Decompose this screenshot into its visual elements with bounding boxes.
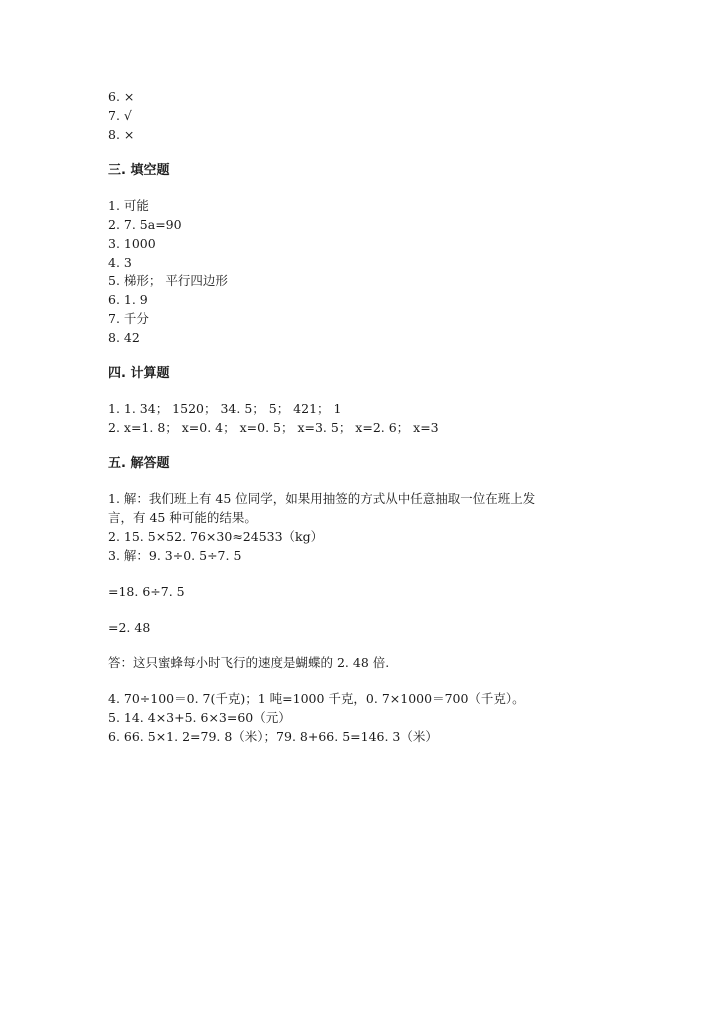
section-calculation-title: 四. 计算题 [108, 366, 170, 381]
judgement-answer-8: 8. × [108, 127, 135, 142]
section-fill-blank-title: 三. 填空题 [108, 163, 170, 178]
fill-blank-answer-2: 2. 7. 5a=90 [108, 217, 182, 232]
fill-blank-answer-5: 5. 梯形； 平行四边形 [108, 273, 228, 288]
fill-blank-answer-4: 4. 3 [108, 255, 132, 270]
solution-q6: 6. 66. 5×1. 2=79. 8（米）；79. 8+66. 5=146. 3（米） [108, 729, 438, 744]
fill-blank-answer-6: 6. 1. 9 [108, 292, 148, 307]
solution-q3-line3: =2. 48 [108, 620, 151, 635]
solution-q3-line2: =18. 6÷7. 5 [108, 584, 185, 599]
fill-blank-answer-1: 1. 可能 [108, 198, 149, 213]
solution-q3-line1: 3. 解：9. 3÷0. 5÷7. 5 [108, 548, 242, 563]
solution-q1-line2: 言，有 45 种可能的结果。 [108, 510, 257, 525]
calculation-answer-2: 2. x=1. 8； x=0. 4； x=0. 5； x=3. 5； x=2. 6； x=3 [108, 420, 439, 435]
solution-q5: 5. 14. 4×3+5. 6×3=60（元） [108, 710, 291, 725]
solution-q1-line1: 1. 解：我们班上有 45 位同学，如果用抽签的方式从中任意抽取一位在班上发 [108, 491, 536, 506]
fill-blank-answer-3: 3. 1000 [108, 236, 156, 251]
solution-q4: 4. 70÷100＝0. 7(千克)；1 吨=1000 千克，0. 7×1000＝700（千克）。 [108, 691, 525, 706]
solution-q2: 2. 15. 5×52. 76×30≈24533（kg） [108, 529, 324, 544]
calculation-answer-1: 1. 1. 34； 1520； 34. 5； 5； 421； 1 [108, 401, 342, 416]
section-solution-title: 五. 解答题 [108, 456, 170, 471]
fill-blank-answer-7: 7. 千分 [108, 311, 149, 326]
judgement-answer-6: 6. × [108, 89, 135, 104]
solution-q3-answer: 答：这只蜜蜂每小时飞行的速度是蝴蝶的 2. 48 倍. [108, 655, 390, 670]
judgement-answer-7: 7. √ [108, 108, 132, 123]
fill-blank-answer-8: 8. 42 [108, 330, 140, 345]
